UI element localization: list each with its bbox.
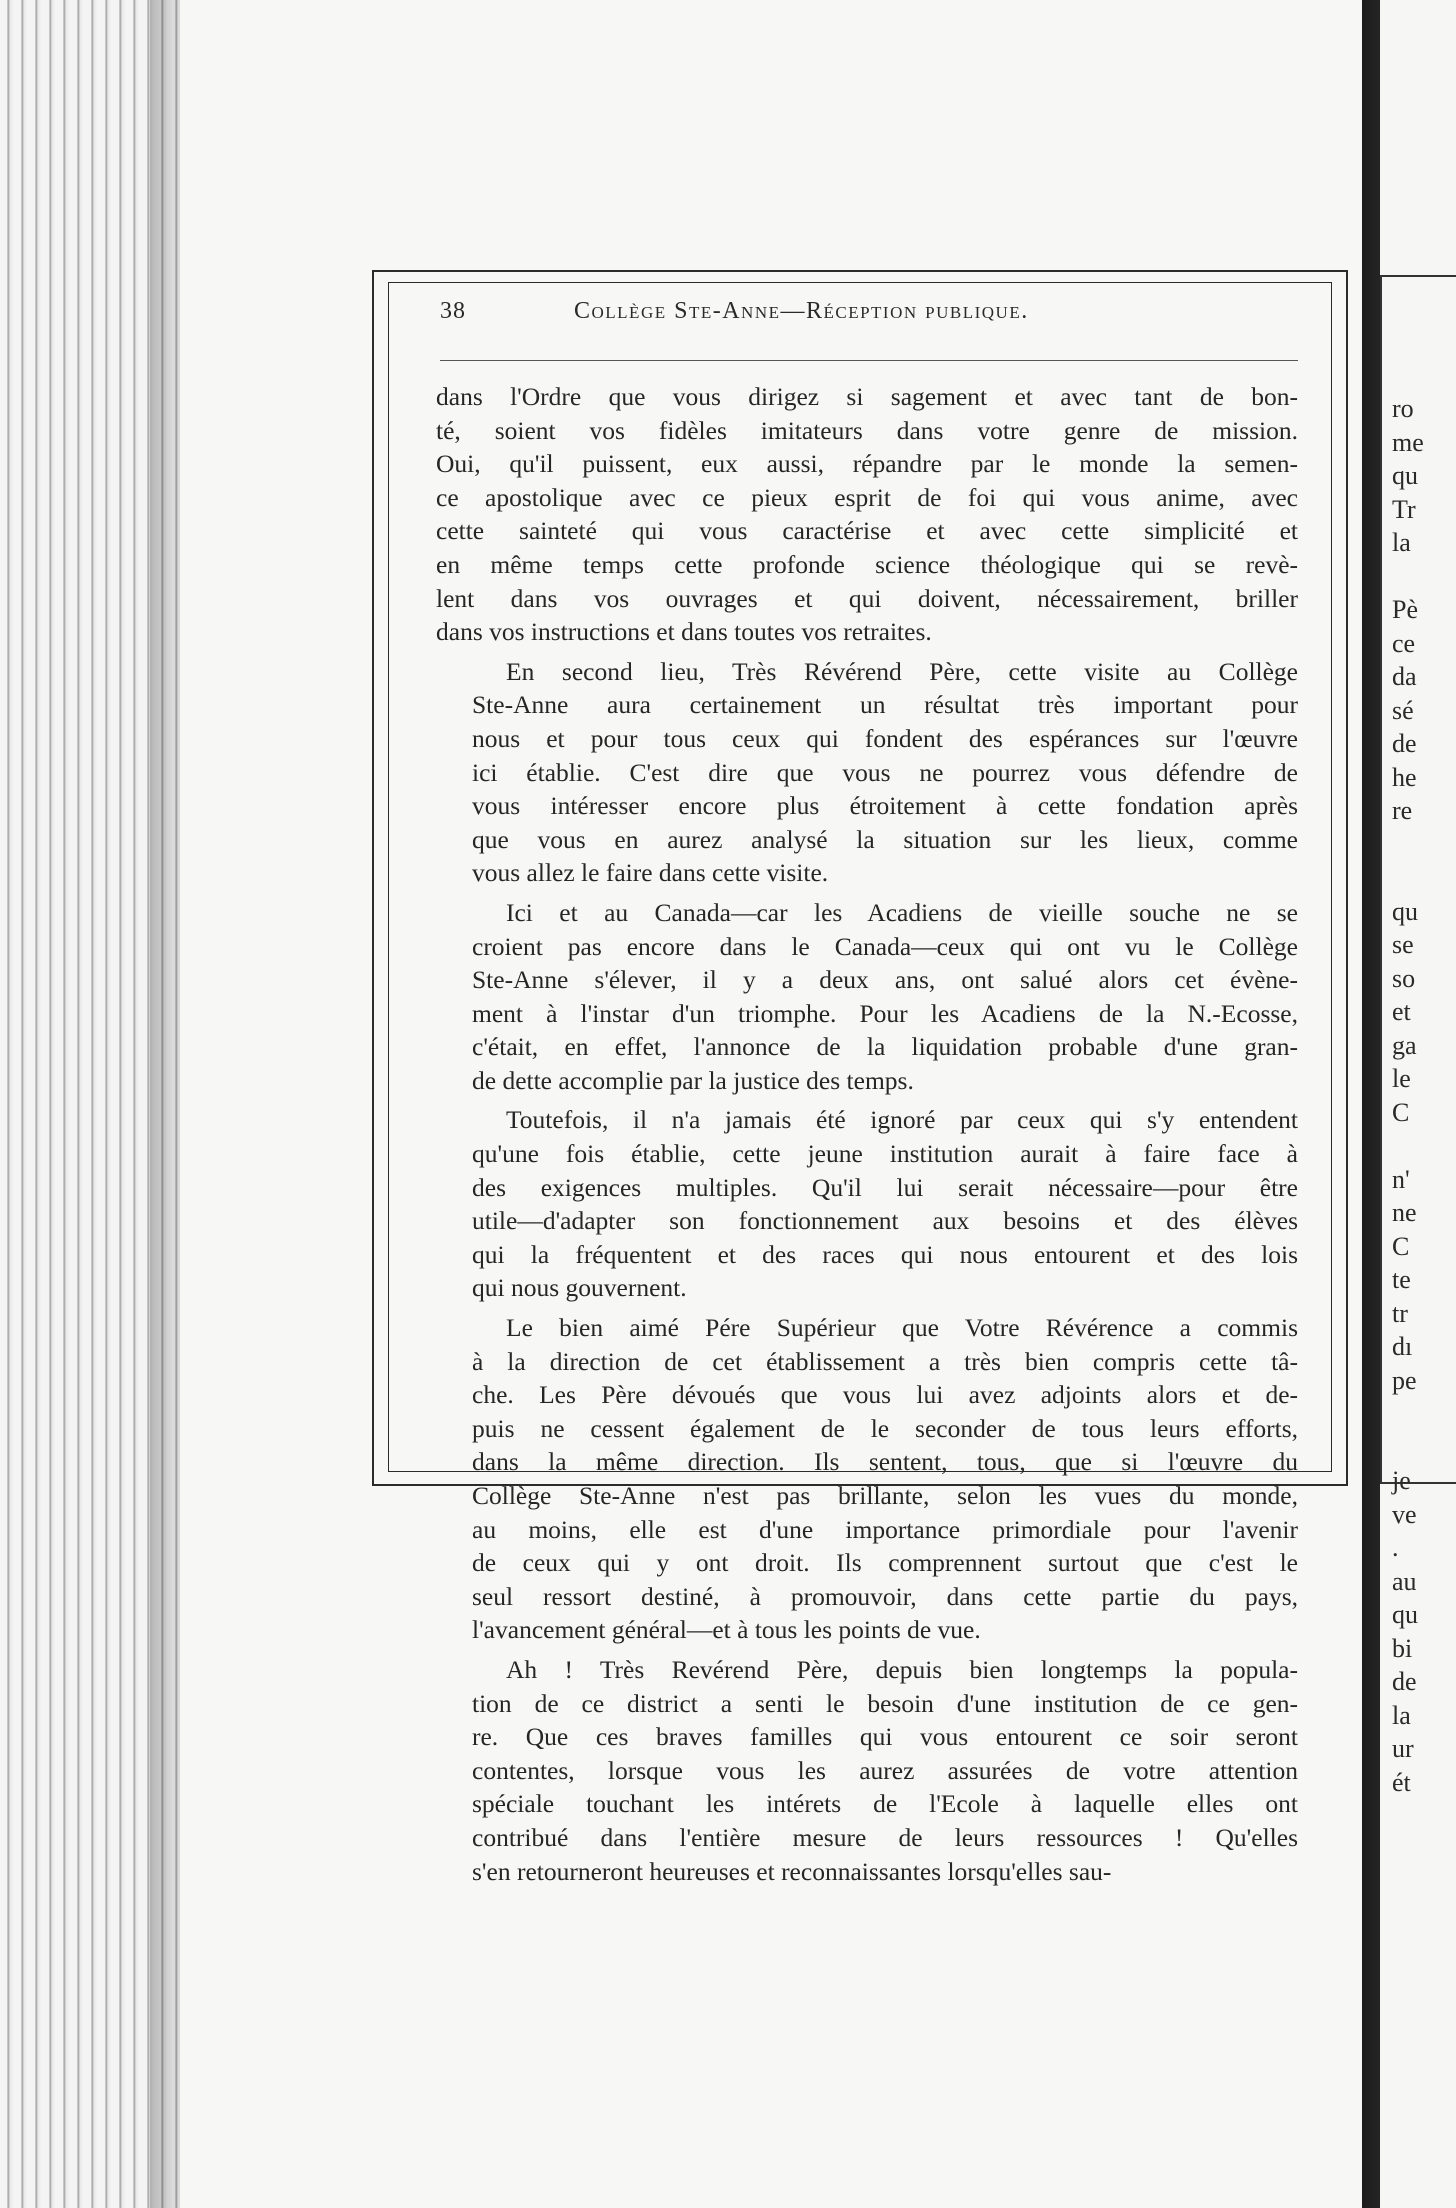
paragraph [436,1311,1298,1647]
text-line: dans la même direction. Ils sentent, tous, que si l'œuvre du [472,1447,1298,1477]
facing-page [1380,0,1456,2208]
text-line: nous et pour tous ceux qui fondent des espérances sur l'œuvre [472,723,1298,753]
text-line: vous allez le faire dans cette visite. [472,858,829,888]
facing-fragment: pe [1392,1365,1417,1395]
text-line: ment à l'instar d'un triomphe. Pour les Acadiens de la N.-Ecosse, [472,998,1298,1028]
text-line: l'avancement général—et à tous les points de vue. [472,1615,981,1645]
facing-fragment: da [1392,662,1417,691]
facing-fragment: me [1392,427,1424,457]
facing-fragment: n' [1392,1164,1410,1194]
text-line: Oui, qu'il puissent, eux aussi, répandre par le monde la semen- [436,449,1298,479]
text-line: té, soient vos fidèles imitateurs dans votre genre de mission. [436,415,1298,445]
text-line: puis ne cessent également de le seconder de tous leurs efforts, [472,1413,1298,1443]
facing-fragment: je [1392,1466,1411,1495]
text-line: croient pas encore dans le Canada—ceux qui ont vu le Collège [472,931,1298,961]
facing-page-text [1392,392,1456,1799]
facing-fragment: qu [1392,896,1418,926]
facing-fragment [1392,861,1456,895]
text-line: lent dans vos ouvrages et qui doivent, nécessairement, briller [436,583,1298,613]
text-line: Toutefois, il n'a jamais été ignoré par ceux qui s'y entendent [506,1105,1298,1135]
facing-fragment: . [1392,1533,1399,1562]
text-line: seul ressort destiné, à promouvoir, dans cette partie du pays, [472,1581,1298,1611]
facing-fragment [1392,1431,1456,1465]
text-line: tion de ce district a senti le besoin d'une institution de ce gen- [472,1688,1298,1718]
text-line: à la direction de cet établissement a très bien compris cette tâ- [472,1346,1298,1376]
header-rule [440,360,1298,361]
text-line: vous intéresser encore plus étroitement à cette fondation après [472,791,1298,821]
facing-fragment: qu [1392,1600,1418,1629]
facing-fragment: ne [1392,1198,1417,1227]
text-line: qu'une fois établie, cette jeune institution aurait à faire face à [472,1139,1298,1169]
facing-fragment: ce [1392,628,1416,658]
text-line: s'en retourneront heureuses et reconnaissantes lorsqu'elles sau- [472,1856,1112,1886]
facing-fragment: la [1392,1700,1411,1730]
facing-fragment: so [1392,963,1416,993]
facing-fragment: le [1392,1064,1411,1093]
facing-fragment: sé [1392,695,1414,725]
facing-fragment: ga [1392,1030,1417,1060]
text-line: utile—d'adapter son fonctionnement aux besoins et des élèves [472,1206,1298,1236]
facing-fragment [1392,1129,1456,1163]
paragraph [436,1103,1298,1305]
text-line: Collège Ste-Anne n'est pas brillante, selon les vues du monde, [472,1481,1298,1510]
facing-fragment [1392,1397,1456,1431]
facing-fragment: dı [1392,1332,1413,1361]
text-line: Ah ! Très Revérend Père, depuis bien longtemps la popula- [506,1654,1298,1684]
body-text [436,380,1298,1894]
text-line: spéciale touchant les intérets de l'Ecole à laquelle elles ont [472,1789,1298,1819]
facing-fragment: ro [1392,394,1414,423]
text-line: En second lieu, Très Révérend Père, cette visite au Collège [506,656,1298,686]
text-line: Le bien aimé Pére Supérieur que Votre Révérence a commis [506,1313,1298,1343]
text-line: ce apostolique avec ce pieux esprit de foi qui vous anime, avec [436,482,1298,512]
paragraph [436,896,1298,1098]
facing-fragment: bi [1392,1633,1413,1663]
facing-fragment: tr [1392,1298,1408,1328]
facing-fragment: ve [1392,1499,1417,1529]
text-line: Ici et au Canada—car les Acadiens de vieille souche ne se [506,897,1298,927]
text-line: Ste-Anne s'élever, il y a deux ans, ont salué alors cet évène- [472,965,1298,995]
facing-fragment: se [1392,930,1414,959]
paragraph [436,655,1298,890]
text-line: de ceux qui y ont droit. Ils comprennent surtout que c'est le [472,1548,1298,1578]
paragraph [436,1653,1298,1888]
text-line: en même temps cette profonde science théologique qui se revè- [436,549,1298,579]
text-line: re. Que ces braves familles qui vous entourent ce soir seront [472,1722,1298,1752]
facing-fragment: Pè [1392,595,1418,624]
text-line: contribué dans l'entière mesure de leurs ressources ! Qu'elles [472,1822,1298,1852]
text-line: dans vos instructions et dans toutes vos retraites. [436,617,932,647]
facing-fragment: de [1392,1667,1417,1696]
facing-fragment: te [1392,1265,1411,1294]
facing-fragment: Tr [1392,494,1416,524]
facing-fragment: C [1392,1097,1410,1127]
facing-fragment [1392,560,1456,594]
text-line: ici établie. C'est dire que vous ne pourrez vous défendre de [472,757,1298,787]
facing-fragment: ét [1392,1767,1411,1797]
facing-fragment: re [1392,796,1413,825]
text-line: Ste-Anne aura certainement un résultat très important pour [472,690,1298,720]
text-line: che. Les Père dévoués que vous lui avez adjoints alors et de- [472,1380,1298,1410]
facing-fragment: C [1392,1231,1410,1261]
text-line: dans l'Ordre que vous dirigez si sagement et avec tant de bon- [436,382,1298,411]
text-line: que vous en aurez analysé la situation sur les lieux, comme [472,824,1298,854]
facing-fragment: qu [1392,461,1418,490]
facing-fragment: au [1392,1566,1417,1596]
facing-fragment: he [1392,762,1417,792]
text-line: au moins, elle est d'une importance primordiale pour l'avenir [472,1514,1298,1544]
facing-fragment [1392,828,1456,862]
paragraph [436,380,1298,649]
facing-fragment: la [1392,528,1411,557]
text-line: qui nous gouvernent. [472,1273,687,1303]
running-title: Collège Ste-Anne—Réception publique. [574,298,1029,324]
facing-fragment: et [1392,997,1411,1026]
text-line: des exigences multiples. Qu'il lui serait nécessaire—pour être [472,1172,1298,1202]
page-header [440,298,1300,338]
facing-fragment: ur [1392,1734,1414,1763]
facing-fragment: de [1392,729,1417,758]
text-line: c'était, en effet, l'annonce de la liquidation probable d'une gran- [472,1032,1298,1062]
text-line: de dette accomplie par la justice des temps. [472,1065,914,1095]
text-line: qui la fréquentent et des races qui nous entourent et des lois [472,1239,1298,1269]
text-line: cette sainteté qui vous caractérise et avec cette simplicité et [436,516,1298,546]
text-line: contentes, lorsque vous les aurez assurées de votre attention [472,1755,1298,1785]
page-number: 38 [440,298,466,324]
